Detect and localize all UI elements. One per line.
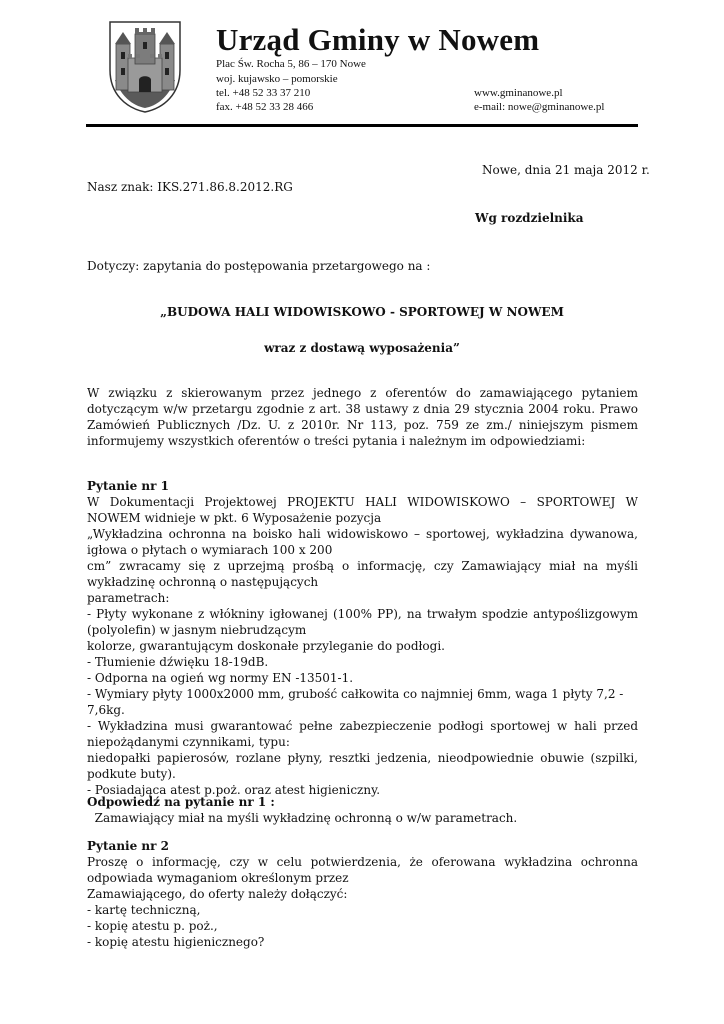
question-1-bullet: - Wymiary płyty 1000x2000 mm, grubość całkowita co najmniej 6mm, waga 1 płyty 7,2 - 7,6kg. — [87, 687, 624, 717]
fax-line: fax. +48 52 33 28 466 — [216, 101, 314, 113]
letterhead-divider — [86, 124, 638, 127]
question-1-bullet: - Wykładzina musi gwarantować pełne zabezpieczenie podłogi sportowej w hali przed niepożądanymi czynnikami, typu: — [87, 719, 638, 749]
tender-title-line-2: wraz z dostawą wyposażenia” — [264, 341, 460, 355]
intro-paragraph: W związku z skierowanym przez jednego z oferentów do zamawiającego pytaniem dotyczącym w/w przetargu zgodnie z art. 38 ustawy z dnia 29 stycznia 2004 roku. Prawo Zamówień Publicznych /Dz. U. z 2010r. Nr 113, poz. 759 ze zm./ niniejszym pismem informujemy wszystkich oferentów o treści pytania i należnym im odpowiedziami: — [87, 386, 638, 448]
question-1 — [87, 478, 638, 798]
coat-of-arms-crest-icon — [106, 18, 184, 114]
answer-1-text: Zamawiający miał na myśli wykładzinę ochronną o w/w parametrach. — [87, 811, 518, 825]
question-1-bullet-continuation: niedopałki papierosów, rozlane płyny, resztki jedzenia, nieodpowiednie obuwie (szpilki, podkute buty). — [87, 751, 638, 781]
subject-line: Dotyczy: zapytania do postępowania przetargowego na : — [87, 259, 431, 273]
email-link[interactable]: e-mail: nowe@gminanowe.pl — [474, 101, 605, 113]
question-2-item: - kopię atestu higienicznego? — [87, 935, 265, 949]
address-line: Plac Św. Rocha 5, 86 – 170 Nowe — [216, 58, 366, 70]
tender-title-line-1: „BUDOWA HALI WIDOWISKOWO - SPORTOWEJ W NOWEM — [160, 305, 564, 319]
question-2 — [87, 838, 638, 950]
question-1-paragraph: W Dokumentacji Projektowej PROJEKTU HALI WIDOWISKOWO – SPORTOWEJ W NOWEM widnieje w pkt. 6 Wyposażenie pozycja — [87, 495, 638, 525]
phone-line: tel. +48 52 33 37 210 — [216, 87, 311, 99]
region-line: woj. kujawsko – pomorskie — [216, 73, 338, 85]
question-2-item: - kopię atestu p. poż., — [87, 919, 218, 933]
question-1-paragraph: „Wykładzina ochronna na boisko hali widowiskowo – sportowej, wykładzina dywanowa, igłowa o płytach o wymiarach 100 x 200 — [87, 527, 638, 557]
question-1-paragraph: cm” zwracamy się z uprzejmą prośbą o informację, czy Zamawiający miał na myśli wykładzinę ochronną o następujących — [87, 559, 638, 589]
question-1-bullet: - Posiadająca atest p.poż. oraz atest higieniczny. — [87, 783, 381, 797]
question-2-item: - kartę techniczną, — [87, 903, 201, 917]
question-2-heading: Pytanie nr 2 — [87, 839, 169, 853]
organization-name: Urząd Gminy w Nowem — [216, 22, 540, 57]
question-1-bullet: - Odporna na ogień wg normy EN -13501-1. — [87, 671, 354, 685]
answer-1 — [87, 794, 638, 826]
question-1-bullet: - Płyty wykonane z włókniny igłowanej (100% PP), na trwałym spodzie antypoślizgowym (polyolefin) w jasnym niebrudzącym — [87, 607, 638, 637]
question-1-bullet: - Tłumienie dźwięku 18-19dB. — [87, 655, 269, 669]
answer-1-heading: Odpowiedź na pytanie nr 1 : — [87, 795, 275, 809]
place-and-date: Nowe, dnia 21 maja 2012 r. — [482, 163, 650, 177]
question-1-heading: Pytanie nr 1 — [87, 479, 169, 493]
website-link[interactable]: www.gminanowe.pl — [474, 87, 563, 99]
question-1-paragraph: parametrach: — [87, 591, 170, 605]
recipient: Wg rozdzielnika — [475, 211, 584, 225]
reference-number: Nasz znak: IKS.271.86.8.2012.RG — [87, 180, 293, 194]
question-1-bullet-continuation: kolorze, gwarantującym doskonałe przyleganie do podłogi. — [87, 639, 445, 653]
question-2-paragraph: Zamawiającego, do oferty należy dołączyć: — [87, 887, 348, 901]
question-2-paragraph: Proszę o informację, czy w celu potwierdzenia, że oferowana wykładzina ochronna odpowiada wymaganiom określonym przez — [87, 855, 638, 885]
